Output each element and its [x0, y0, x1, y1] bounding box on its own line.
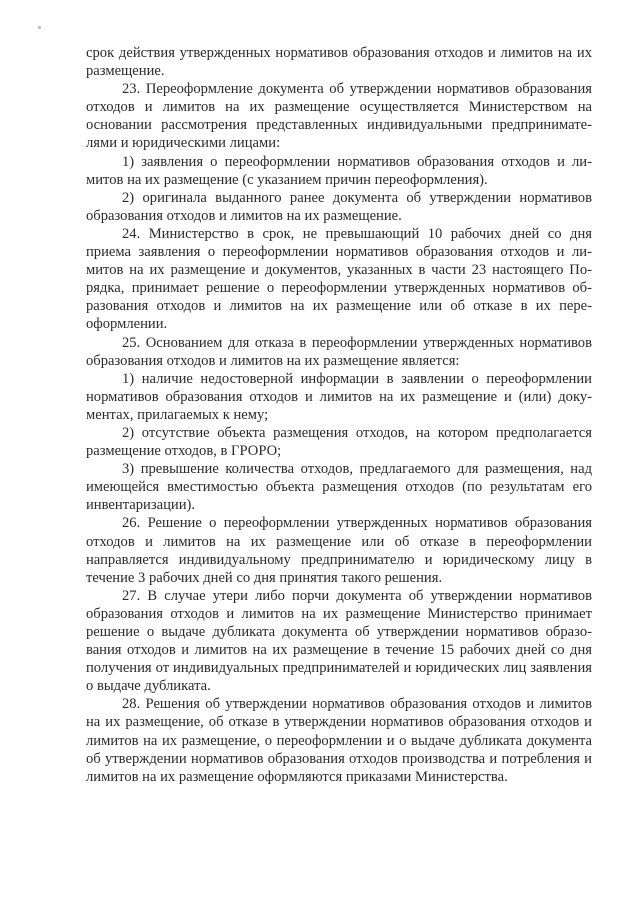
- paragraph: 25. Основанием для отказа в переоформлении утвержденных нормативов образования отходов и лимитов на их размещение является:: [86, 334, 592, 369]
- paragraph: 2) отсутствие объекта размещения отходов, на котором предполагается размещение отходов, в ГРОРО;: [86, 424, 592, 460]
- paragraph: 2) оригинала выданного ранее документа об утверждении нормативов образования отходов и лимитов на их размещение.: [86, 189, 592, 224]
- paragraph: 27. В случае утери либо порчи документа об утверждении нормативов образования отходов и лимитов на их размещение Министерство принимает решение о выдаче дубликата документа об утверждении нормативов образования отходов и лимитов на их размещение в течение 15 рабочих дней со дня получения от индивидуальных предпринимателей и юридических лиц заявления о выдаче дубликата.: [86, 587, 592, 695]
- paragraph: 23. Переоформление документа об утверждении нормативов образования отходов и лимитов на их размещение осуществляется Министерством на основании рассмотрения представленных индивидуальными предпринимателями и юридическими лицами:: [86, 81, 592, 152]
- paragraph: 24. Министерство в срок, не превышающий 10 рабочих дней со дня приема заявления о переоформлении нормативов образования отходов и лимитов на их размещение и документов, указанных в части 23 настоящего Порядка, принимает решение о переоформлении утвержденных нормативов образования отходов и лимитов на их размещение или об отказе в их переоформлении.: [86, 225, 592, 333]
- paragraph: 3) превышение количества отходов, предлагаемого для размещения, над имеющейся вместимостью объекта размещения отходов (по результатам его инвентаризации).: [86, 461, 592, 514]
- document-body: [86, 44, 592, 786]
- continuation-paragraph: срок действия утвержденных нормативов образования отходов и лимитов на их размещение.: [86, 45, 592, 80]
- paragraph: 28. Решения об утверждении нормативов образования отходов и лимитов на их размещение, об отказе в утверждении нормативов образования отходов и лимитов на их размещение, о переоформлении и о выдаче дубликата документа об утверждении нормативов образования отходов производства и потребления и лимитов на их размещение оформляются приказами Министерства.: [86, 696, 592, 785]
- scan-artifact: [38, 26, 41, 29]
- paragraph: 1) наличие недостоверной информации в заявлении о переоформлении нормативов образования отходов и лимитов на их размещение и (или) документах, прилагаемых к нему;: [86, 370, 592, 423]
- paragraph: 26. Решение о переоформлении утвержденных нормативов образования отходов и лимитов на их размещение или об отказе в переоформлении направляется индивидуальному предпринимателю и юридическому лицу в течение 3 рабочих дней со дня принятия такого решения.: [86, 515, 592, 586]
- paragraph: 1) заявления о переоформлении нормативов образования отходов и лимитов на их размещение (с указанием причин переоформления).: [86, 153, 592, 188]
